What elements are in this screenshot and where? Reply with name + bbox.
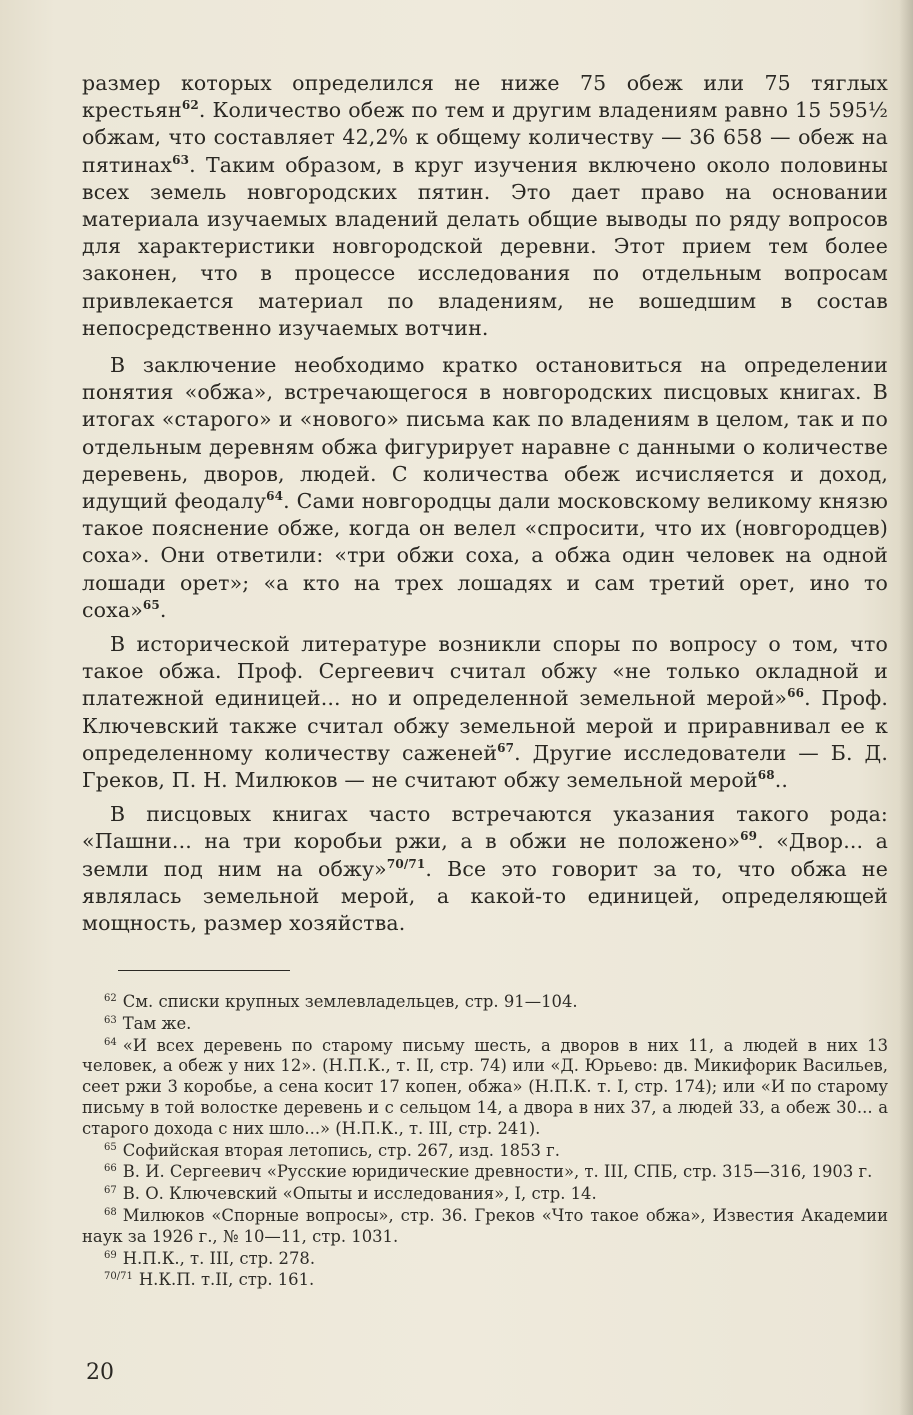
footnote-reference[interactable]: 65 xyxy=(142,597,160,612)
footnote xyxy=(82,1036,888,1140)
footnote-divider xyxy=(118,970,290,971)
footnote-text: В. И. Сергеевич «Русские юридические древности», т. III, СПБ, стр. 315—316, 1903 г. xyxy=(122,1162,873,1182)
text-run: В заключение необходимо кратко остановиться на определении понятия «обжа», встречающегося в новгородских писцовых книгах. В итогах «старого» и «нового» письма как по владениям в целом, так и по отдельным деревням обжа фигурирует наравне с данными о количестве деревень, дворов, людей. С количества обеж исчисляется и доход, идущий феодалу xyxy=(82,353,888,514)
footnote-text: В. О. Ключевский «Опыты и исследования», I, стр. 14. xyxy=(122,1184,597,1204)
footnote-reference[interactable]: 69 xyxy=(740,829,758,844)
footnote-text: Н.К.П. т.II, стр. 161. xyxy=(138,1270,315,1290)
text-run: В писцовых книгах часто встречаются указания такого рода: «Пашни... на три коробьи ржи, а в обжи не положено» xyxy=(82,802,888,854)
footnote-text: «И всех деревень по старому письму шесть, а дворов в них 11, а людей в них 13 человек, а обеж у них 12». (Н.П.К., т. II, стр. 74) или «Д. Юрьево: дв. Микифорик Васильев, сеет ржи 3 коробье, а сена косит 17 копен, обжа» (Н.П.К. т. I, стр. 174); или «И по старому письму в той волостке деревень и с сельцом 14, а двора в них 37, а людей 33, а обеж 30... а старого дохода с них шло...» (Н.П.К., т. III, стр. 241). xyxy=(82,1035,888,1138)
footnote-text: Софийская вторая летопись, стр. 267, изд. 1853 г. xyxy=(122,1140,560,1160)
text-run: В исторической литературе возникли споры по вопросу о том, что такое обжа. Проф. Сергеевич считал обжу «не только окладной и платежной единицей... но и определенной земельной мерой» xyxy=(82,632,888,711)
footnote xyxy=(82,1206,888,1248)
text-run: .. xyxy=(774,768,789,793)
footnote-number: 67 xyxy=(104,1185,117,1197)
footnote-number: 70/71 xyxy=(104,1271,133,1283)
text-run: . Таким образом, в круг изучения включено около половины всех земель новгородских пятин. Это дает право на основании материала изучаемых владений делать общие выводы по ряду вопросов для характеристики новгородской деревни. Этот прием тем более законен, что в процессе исследования по отдельным вопросам привлекается материал по владениям, не вошедшим в состав непосредственно изучаемых вотчин. xyxy=(82,152,888,340)
paragraph xyxy=(82,70,888,342)
footnote-reference[interactable]: 70/71 xyxy=(386,856,426,871)
text-run: . Сами новгородцы дали московскому великому князю такое пояснение обже, когда он велел «спросити, что их (новгородцев) соха». Они ответили: «три обжи соха, а обжа один человек на одной лошади орет»; «а кто на трех лошадях и сам третий орет, ино то соха» xyxy=(82,489,888,622)
footnote-reference[interactable]: 64 xyxy=(266,489,284,504)
main-text xyxy=(82,70,888,944)
footnote-reference[interactable]: 68 xyxy=(757,768,775,783)
footnote-number: 62 xyxy=(104,993,117,1004)
text-run: . Другие исследователи — Б. Д. Греков, П. Н. Милюков — не считают обжу земельной мерой xyxy=(82,740,888,793)
footnote-number: 63 xyxy=(104,1014,117,1026)
text-run: . Все это говорит за то, что обжа не являлась земельной мерой, а какой-то единицей, определяющей мощность, размер хозяйства. xyxy=(82,856,888,936)
text-run: размер которых определился не ниже 75 обеж или 75 тяглых крестьян xyxy=(82,71,888,123)
footnote-number: 66 xyxy=(104,1163,117,1175)
footnote-reference[interactable]: 63 xyxy=(172,152,190,167)
footnote-number: 69 xyxy=(104,1249,117,1261)
page-edge-shadow xyxy=(899,0,913,1415)
text-run: . «Двор... а земли под ним на обжу» xyxy=(82,829,888,881)
footnote-reference[interactable]: 62 xyxy=(181,98,199,113)
text-run: . Количество обеж по тем и другим владениям равно 15 595½ обжам, что составляет 42,2% к общему количеству — 36 658 — обеж на пятинах xyxy=(82,98,888,177)
footnote-text: Там же. xyxy=(122,1013,192,1033)
footnote xyxy=(82,1270,888,1291)
footnote-number: 64 xyxy=(104,1036,117,1048)
footnote xyxy=(82,1141,888,1162)
footnote xyxy=(82,992,888,1013)
footnotes xyxy=(82,992,888,1292)
page-number: 20 xyxy=(86,1360,114,1385)
text-run: . xyxy=(159,597,167,622)
paragraph xyxy=(82,352,888,624)
footnote-text: Милюков «Спорные вопросы», стр. 36. Греков «Что такое обжа», Известия Академии наук за 1926 г., № 10—11, стр. 1031. xyxy=(82,1205,888,1246)
footnote xyxy=(82,1249,888,1270)
footnote-number: 68 xyxy=(104,1206,117,1218)
text-run: . Проф. Ключевский также считал обжу земельной мерой и приравнивал ее к определенному количеству саженей xyxy=(82,686,888,765)
footnote-text: См. списки крупных землевладельцев, стр. 91—104. xyxy=(122,992,578,1011)
footnote-text: Н.П.К., т. III, стр. 278. xyxy=(122,1248,316,1268)
footnote xyxy=(82,1184,888,1205)
footnote xyxy=(82,1014,888,1035)
footnote-reference[interactable]: 66 xyxy=(787,686,805,701)
paragraph xyxy=(82,801,888,937)
footnote-reference[interactable]: 67 xyxy=(497,740,515,755)
footnote xyxy=(82,1162,888,1183)
footnote-number: 65 xyxy=(104,1141,117,1153)
paragraph xyxy=(82,631,888,794)
